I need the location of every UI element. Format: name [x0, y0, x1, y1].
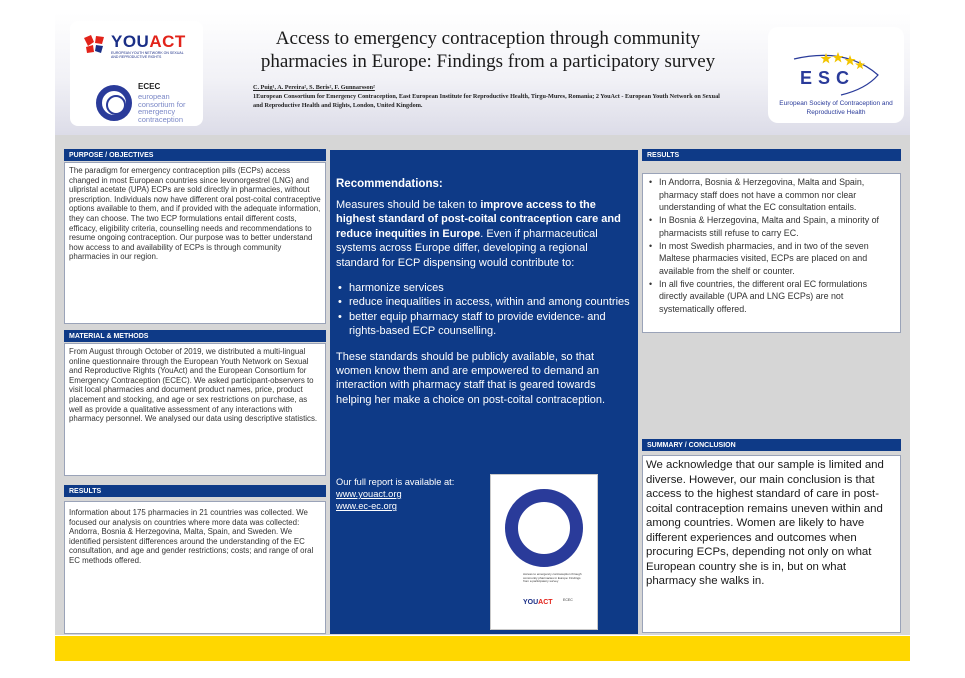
youact-wordmark: YOUACT: [111, 32, 186, 51]
youact-tagline: EUROPEAN YOUTH NETWORK ON SEXUAL AND REPRODUCTIVE RIGHTS: [111, 51, 184, 59]
recommendations-intro: Measures should be taken to improve access to the highest standard of post-coital contraception care and reduce inequities in Europe. Even if pharmaceutical systems across Europe differ, developing a regional standard for ECP dispensing would contribute to:: [336, 199, 621, 269]
results-right-heading: RESULTS: [642, 149, 901, 161]
youact-hearts-icon: [82, 34, 108, 54]
affiliations: 1European Consortium for Emergency Contraception, East European Institute for Reproductive Health, Tirgu-Mures, Romania; 2 YouAct - European Youth Network on Sexual and Reproductive Health and Rights, London, United Kingdom.: [253, 93, 720, 109]
conclusion-heading: SUMMARY / CONCLUSION: [642, 439, 901, 451]
results-left-heading: RESULTS: [64, 485, 326, 497]
report-cover-image: [490, 474, 598, 630]
esc-logo: [768, 27, 904, 123]
footer-bar: [55, 636, 910, 661]
purpose-text: The paradigm for emergency contraception pills (ECPs) access changed in most European countries since levonorgestrel (LNG) and ulipristal acetate (UPA) ECPs are sold directly in pharmacies, without prescription. Individuals now have different oral post-coital contraceptive options available to them, and if provided with the adequate information, they can choose. The two ECP formulations entail different costs, efficacy, eligibility criteria, counselling needs and recommendations to resume ongoing contraception. Our purpose was to better understand how access to and availability of ECPs is through community pharmacies in our region.: [64, 162, 326, 324]
recommendations-panel: [330, 150, 638, 634]
title-block: [253, 27, 723, 110]
cover-title: Access to emergency contraception through community pharmacies in Europe: Findings from a participatory survey: [523, 572, 582, 584]
youact-ecec-logo: [70, 21, 203, 126]
cover-youact-logo: YOUACT: [523, 599, 553, 606]
recommendations-list: [336, 281, 632, 339]
author-block: [253, 83, 723, 110]
poster-title: Access to emergency contraception through community pharmacies in Europe: Findings from a participatory survey: [260, 28, 716, 72]
ecec-ring-icon: [96, 85, 132, 121]
methods-heading: MATERIAL & METHODS: [64, 330, 326, 342]
results-list: [647, 176, 896, 316]
purpose-heading: PURPOSE / OBJECTIVES: [64, 149, 326, 161]
youact-link[interactable]: www.youact.org: [336, 489, 402, 499]
recommendations-standards: These standards should be publicly available, so that women know them and are empowered to demand an interaction with pharmacy staff that is geared towards helping her make a choice on post-coital contraception.: [336, 350, 606, 406]
poster-header: [55, 13, 910, 135]
poster: [55, 13, 910, 663]
report-links: [336, 476, 454, 512]
report-label: Our full report is available at:: [336, 477, 455, 487]
esc-wordmark: ESC: [800, 68, 856, 88]
ecec-link[interactable]: www.ec-ec.org: [336, 501, 397, 511]
cover-ring-icon: [505, 489, 583, 567]
cover-ecec-logo: ECEC: [563, 598, 573, 602]
list-item: • reduce inequalities in access, within and among countries: [336, 295, 632, 309]
methods-text: From August through October of 2019, we distributed a multi-lingual online questionnaire through the European Youth Network on Sexual and Reproductive Rights (YouAct) and the European Consortium for Emergency Contraception (ECEC). We asked participant-observers to visit local pharmacies and document product names, price, product placement and stocking, and age or sex restrictions on purchase, as well as provide a qualitative assessment of any interactions with pharmacy personnel. We analysed our data using descriptive statistics.: [64, 343, 326, 476]
list-item: • better equip pharmacy staff to provide evidence- and rights-based ECP counselling.: [336, 310, 632, 339]
results-left-text: Information about 175 pharmacies in 21 countries was collected. We focused our analysis on countries where more data was collected: Andorra, Bosnia & Herzegovina, Malta, Spain, and Sweden. We identified persistent differences around the understanding of the EC consultation, and age and gender restrictions; costs; and range of oral EC methods offered.: [64, 501, 326, 634]
author-names: C. Puig¹, A. Pereira², S. Beris², F. Gunnarsson²: [253, 84, 375, 91]
list-item: • In most Swedish pharmacies, and in two of the seven Maltese pharmacies visited, ECPs are placed on and available from the shelf or counter.: [647, 240, 896, 278]
esc-caption: European Society of Contraception and Reproductive Health: [779, 100, 893, 116]
list-item: • In all five countries, the different oral EC formulations directly available (UPA and LNG ECPs) are not systematically offered.: [647, 278, 896, 316]
list-item: • In Andorra, Bosnia & Herzegovina, Malta and Spain, pharmacy staff does not have a common nor clear understanding of what the EC consultation entails.: [647, 176, 896, 214]
list-item: • In Bosnia & Herzegovina, Malta and Spain, a minority of pharmacists still refuse to carry EC.: [647, 214, 896, 239]
results-right-box: [642, 173, 901, 333]
recommendations-emphasis: improve access to the highest standard of post-coital contraception care and reduce inequities in Europe: [336, 199, 621, 240]
list-item: • harmonize services: [336, 281, 632, 295]
ecec-wordmark: ECEC: [138, 82, 161, 91]
conclusion-text: We acknowledge that our sample is limited and diverse. However, our main conclusion is that access to the highest standard of care in post-coital contraception remains uneven within and among countries. Women are likely to have different experiences and outcomes when procuring ECPs, depending not only on what European country she is in, but on what pharmacy she walks in.: [642, 455, 901, 633]
ecec-tagline: european consortium for emergency contraception: [138, 92, 186, 124]
recommendations-heading: Recommendations:: [336, 178, 443, 190]
